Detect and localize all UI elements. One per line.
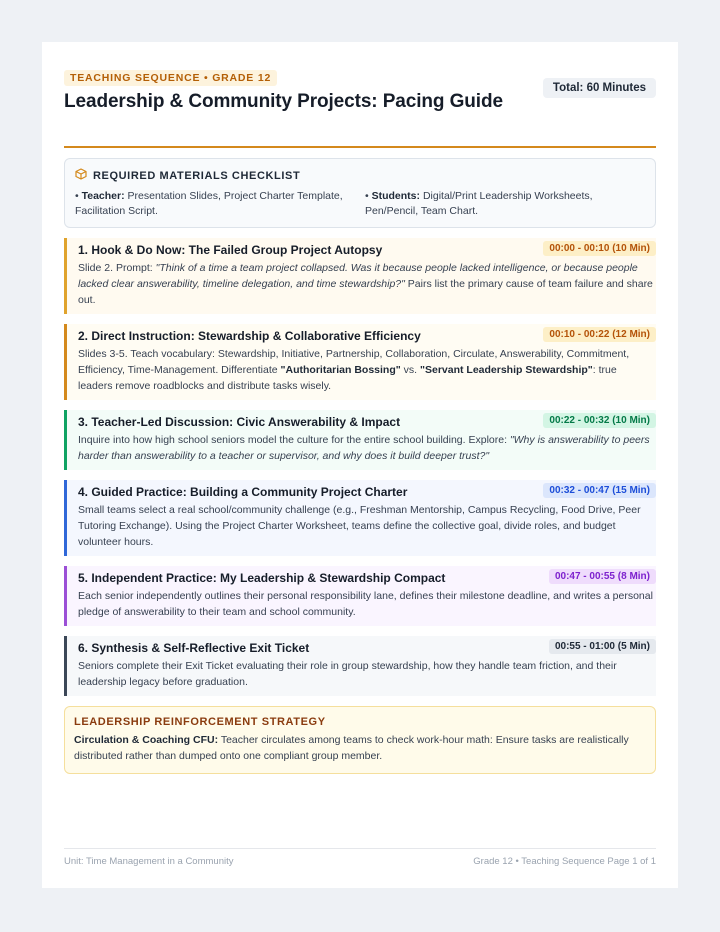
teacher-materials: • Teacher: Presentation Slides, Project Charter Template, Facilitation Script. xyxy=(75,190,343,217)
time-badge: 00:55 - 01:00 (5 Min) xyxy=(549,639,656,654)
students-label: Students: xyxy=(371,190,421,202)
section-title: 4. Guided Practice: Building a Community Project Charter xyxy=(78,485,408,499)
section-body xyxy=(78,260,656,308)
total-time-badge: Total: 60 Minutes xyxy=(543,78,656,98)
box-icon xyxy=(75,168,87,183)
students-materials-text: Digital/Print Leadership Worksheets, Pen/Pencil, Team Chart. xyxy=(365,190,593,217)
section-text-body-a: Slide 2. Prompt: xyxy=(78,262,156,274)
section-text-body-bold1: "Authoritarian Bossing" xyxy=(280,364,401,376)
section-text-body-mid: vs. xyxy=(400,364,420,376)
page-header xyxy=(64,68,656,148)
section-text-body-a: Slides 3-5. Teach vocabulary: Stewardship, Initiative, Partnership, Collaboration, Circulate, Answerability, Commitment, Efficiency, Time-Management. Differentiate xyxy=(78,348,630,376)
time-badge: 00:32 - 00:47 (15 Min) xyxy=(543,483,656,498)
sequence-tag: TEACHING SEQUENCE • GRADE 12 xyxy=(64,70,277,86)
section-body xyxy=(78,432,656,464)
section-text-body-italic: "Think of a time a team project collapsed. Was it because people lacked intelligence, or because people lacked clear answerability, timeline delegation, and time stewardship?" xyxy=(78,262,638,290)
pacing-section xyxy=(64,566,656,626)
section-title: 5. Independent Practice: My Leadership & Stewardship Compact xyxy=(78,571,446,585)
section-text-body-a: Each senior independently outlines their personal responsibility lane, defines their milestone deadline, and writes a personal pledge of answerability to their team and school community. xyxy=(78,590,653,618)
section-title: 1. Hook & Do Now: The Failed Group Project Autopsy xyxy=(78,243,383,257)
teacher-materials-text: Presentation Slides, Project Charter Template, Facilitation Script. xyxy=(75,190,343,217)
section-text-body-b: : true leaders remove roadblocks and distribute tasks wisely. xyxy=(78,364,617,392)
section-text-body-bold2: "Servant Leadership Stewardship" xyxy=(420,364,593,376)
strategy-title: LEADERSHIP REINFORCEMENT STRATEGY xyxy=(74,716,326,728)
section-body xyxy=(78,502,656,550)
section-body xyxy=(78,588,656,620)
materials-heading xyxy=(75,168,645,183)
footer-unit: Unit: Time Management in a Community xyxy=(64,856,234,867)
pacing-sections xyxy=(64,238,656,696)
materials-checklist xyxy=(64,158,656,228)
section-text-body-a: Inquire into how high school seniors model the culture for the entire school building. Explore: xyxy=(78,434,510,446)
pacing-section xyxy=(64,480,656,556)
teacher-label: Teacher: xyxy=(81,190,125,202)
section-text-body-a: Small teams select a real school/community challenge (e.g., Freshman Mentorship, Campus Recycling, Food Drive, Peer Tutoring Exchange). Using the Project Charter Worksheet, teams define the collective goal, divide roles, and budget volunteer hours. xyxy=(78,504,641,548)
lesson-page xyxy=(42,42,678,888)
section-title: 2. Direct Instruction: Stewardship & Collaborative Efficiency xyxy=(78,329,421,343)
strategy-label: Circulation & Coaching CFU: xyxy=(74,734,219,746)
strategy-text: Teacher circulates among teams to check work-hour math: Ensure tasks are realistically distributed rather than dumped onto one compliant group member. xyxy=(74,734,629,762)
student-materials: • Students: Digital/Print Leadership Worksheets, Pen/Pencil, Team Chart. xyxy=(365,190,593,217)
strategy-box xyxy=(64,706,656,774)
time-badge: 00:00 - 00:10 (10 Min) xyxy=(543,241,656,256)
section-title: 3. Teacher-Led Discussion: Civic Answerability & Impact xyxy=(78,415,401,429)
time-badge: 00:22 - 00:32 (10 Min) xyxy=(543,413,656,428)
pacing-section xyxy=(64,238,656,314)
section-body xyxy=(78,658,656,690)
section-title: 6. Synthesis & Self-Reflective Exit Ticket xyxy=(78,641,310,655)
section-text-body-b: Pairs list the primary cause of team failure and share out. xyxy=(78,278,653,306)
section-text-body-a: Seniors complete their Exit Ticket evaluating their role in group stewardship, how they handle team friction, and their leadership legacy before graduation. xyxy=(78,660,617,688)
strategy-body xyxy=(74,732,646,764)
page-title: Leadership & Community Projects: Pacing Guide xyxy=(64,91,503,112)
section-body xyxy=(78,346,656,394)
page-footer xyxy=(64,848,656,867)
time-badge: 00:10 - 00:22 (12 Min) xyxy=(543,327,656,342)
section-text-body-italic: "Why is answerability to peers harder than answerability to a teacher or supervisor, and why does it build deeper trust?" xyxy=(78,434,650,462)
pacing-section xyxy=(64,410,656,470)
pacing-section xyxy=(64,324,656,400)
pacing-section xyxy=(64,636,656,696)
footer-page-info: Grade 12 • Teaching Sequence Page 1 of 1 xyxy=(473,856,656,867)
materials-heading-label: REQUIRED MATERIALS CHECKLIST xyxy=(93,169,301,182)
time-badge: 00:47 - 00:55 (8 Min) xyxy=(549,569,656,584)
